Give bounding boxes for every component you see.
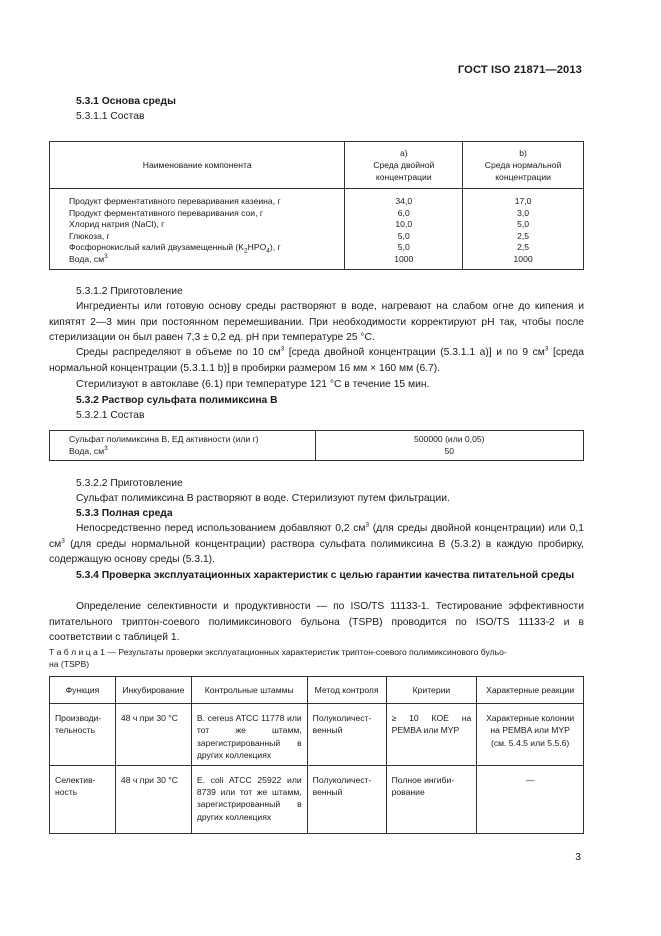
- double-concentration-values: 34,0 6,0 10,0 5,0 5,0 1000: [345, 189, 463, 270]
- column-header-incubation: Инкубирование: [115, 677, 191, 704]
- column-header-function: Функция: [50, 677, 116, 704]
- table-header-row: [50, 142, 584, 189]
- list-item: Фосфорнокислый калий двузамещенный $(K_2HPO_4)$, г: [69, 242, 281, 256]
- table-row: [50, 431, 584, 461]
- table-cell: Производи-тельность: [50, 704, 116, 766]
- subsection-heading-5-3-2-1: 5.3.2.1 Состав: [76, 410, 145, 421]
- polymyxin-names: Сульфат полимиксина В, ЕД активности (или г) Вода, $см^3$: [50, 431, 316, 461]
- list-item: Хлорид натрия (NaCl), г: [69, 219, 165, 230]
- column-header-normal: b) Среда нормальной концентрации: [463, 142, 584, 189]
- polymyxin-values: 500000 (или 0,05) 50: [315, 431, 583, 461]
- paragraph-preparation: Ингредиенты или готовую основу среды растворяют в воде, нагревают на слабом огне до кипения и кипятят 2—3 мин при постоянном перемешивании. При необходимости корректируют pH так, чтобы после стерилизации он был равен 7,3 ± 0,2 ед. pH при температуре 25 °С.: [49, 301, 584, 344]
- table-header-row: [50, 677, 584, 704]
- table-cell: B. cereus ATCC 11778 или тот же штамм, зарегистрированный в других коллекциях: [191, 704, 307, 766]
- column-header-criteria: Критерии: [386, 677, 477, 704]
- subsection-heading-5-3-2-2: 5.3.2.2 Приготовление: [76, 478, 183, 489]
- normal-concentration-values: 17,0 3,0 5,0 2,5 2,5 1000: [463, 189, 584, 270]
- table-cell: Полуколичест-венный: [307, 766, 386, 834]
- table-cell: —: [477, 766, 584, 834]
- table-row: [50, 704, 584, 766]
- paragraph-sterilization: Стерилизуют в автоклаве (6.1) при температуре 121 °С в течение 15 мин.: [76, 379, 430, 390]
- subsection-heading-5-3-1-2: 5.3.1.2 Приготовление: [76, 286, 183, 297]
- list-item: Продукт ферментативного переваривания казеина, г: [69, 196, 281, 206]
- component-names: [50, 189, 345, 270]
- column-header-component: Наименование компонента: [50, 142, 345, 189]
- table-cell: ≥ 10 КОЕ на PEMBA или MYP: [386, 704, 477, 766]
- performance-table: [49, 676, 584, 834]
- section-heading-5-3-1: 5.3.1 Основа среды: [76, 96, 176, 107]
- column-header-strains: Контрольные штаммы: [191, 677, 307, 704]
- table-cell: Селектив-ность: [50, 766, 116, 834]
- table-cell: Характерные колонии на PEMBA или MYP (см. 5.4.5 или 5.5.6): [477, 704, 584, 766]
- table-cell: Полуколичест-венный: [307, 704, 386, 766]
- polymyxin-table: [49, 430, 584, 461]
- table-row: [50, 766, 584, 834]
- section-heading-5-3-4: 5.3.4 Проверка эксплуатационных характеристик с целью гарантии качества питательной среды: [76, 570, 575, 581]
- paragraph-distribution: Среды распределяют в объеме по 10 $см^3$ [среда двойной концентрации (5.3.1.1 а)] и по 9 $см^3$ [среда нормальной концентрации (5.3.1.1 b)] в пробирки размером 16 мм × 160 мм (6.7).: [49, 345, 584, 374]
- list-item: Вода, $см^3$: [69, 253, 108, 264]
- paragraph-complete-medium: Непосредственно перед использованием добавляют 0,2 $см^3$ (для среды двойной концентрации) или 0,1 $см^3$ (для среды нормальной концентрации) раствора сульфата полимиксина В (5.3.2) в каждую пробирку, содержащую основу среды (5.3.1).: [49, 521, 585, 566]
- page-number: 3: [575, 852, 581, 863]
- section-heading-5-3-3: 5.3.3 Полная среда: [76, 508, 173, 519]
- column-header-reactions: Характерные реакции: [477, 677, 584, 704]
- list-item: Продукт ферментативного переваривания сои, г: [69, 207, 264, 218]
- document-header: ГОСТ ISO 21871—2013: [457, 64, 582, 76]
- column-header-double: a) Среда двойной концентрации: [345, 142, 463, 189]
- table-caption: Т а б л и ц а 1 — Результаты проверки эксплуатационных характеристик триптон-соевого полимиксинового бульо- на (TSPB): [49, 647, 507, 669]
- table-cell: 48 ч при 30 °С: [115, 766, 191, 834]
- table-body-row: [50, 189, 584, 270]
- table-cell: E. coli ATCC 25922 или 8739 или тот же штамм, зарегистрированный в других коллекциях: [191, 766, 307, 834]
- paragraph-performance: Определение селективности и продуктивности — по ISO/TS 11133-1. Тестирование эффективности питательного триптон-соевого полимиксинового бульона (TSPB) проводится по ISO/TS 11133-2 и в соответствии с таблицей 1.: [49, 601, 584, 644]
- section-heading-5-3-2: 5.3.2 Раствор сульфата полимиксина В: [76, 395, 278, 406]
- paragraph-polymyxin-prep: Сульфат полимиксина В растворяют в воде. Стерилизуют путем фильтрации.: [76, 493, 450, 504]
- subsection-heading-5-3-1-1: 5.3.1.1 Состав: [76, 111, 145, 122]
- composition-table: [49, 141, 584, 270]
- table-cell: 48 ч при 30 °С: [115, 704, 191, 766]
- table-cell: Полное ингиби-рование: [386, 766, 477, 834]
- list-item: Глюкоза, г: [69, 230, 110, 241]
- column-header-method: Метод контроля: [307, 677, 386, 704]
